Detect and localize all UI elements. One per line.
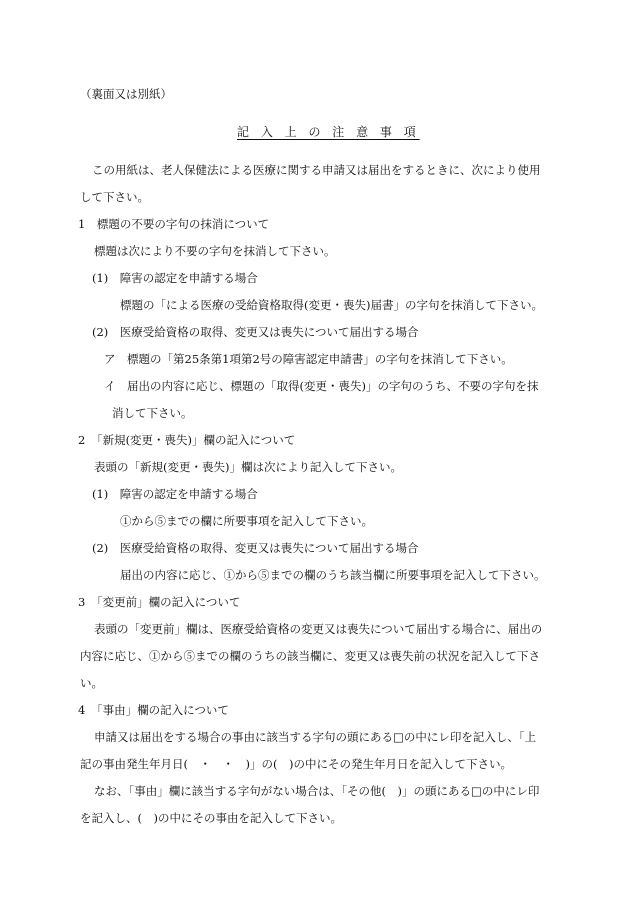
header-note: （裏面又は別紙） xyxy=(80,87,172,101)
section-2-lead: 表頭の「新規(変更・喪失)」欄は次により記入して下さい。 xyxy=(94,460,402,474)
section-3-line-3: い。 xyxy=(80,676,103,690)
section-2-sub-1-label: (1) 障害の認定を申請する場合 xyxy=(92,487,258,501)
section-2-sub-1-text: ①から⑤までの欄に所要事項を記入して下さい。 xyxy=(120,514,373,528)
section-3-line-2: 内容に応じ、①から⑤までの欄のうちの該当欄に、変更又は喪失前の状況を記入して下さ xyxy=(80,649,540,663)
section-2-sub-2-label: (2) 医療受給資格の取得、変更又は喪失について届出する場合 xyxy=(92,541,419,555)
section-2-sub-2-text: 届出の内容に応じ、①から⑤までの欄のうち該当欄に所要事項を記入して下さい。 xyxy=(120,568,546,582)
section-2-heading: 2 「新規(変更・喪失)」欄の記入について xyxy=(78,433,296,447)
section-4-p1-line-2: 記の事由発生年月日( ・ ・ )」の( )の中にその発生年月日を記入して下さい。 xyxy=(80,757,512,771)
section-1-sub-1-label: (1) 障害の認定を申請する場合 xyxy=(92,271,258,285)
intro-line-1: この用紙は、老人保健法による医療に関する申請又は届出をするときに、次により使用 xyxy=(92,163,541,177)
section-1-item-i-line-1: イ 届出の内容に応じ、標題の「取得(変更・喪失)」の字句のうち、不要の字句を抹 xyxy=(104,379,539,393)
section-4-p1-line-1: 申請又は届出をする場合の事由に該当する字句の頭にある□の中にレ印を記入し、「上 xyxy=(94,730,537,744)
section-1-item-i-line-2: 消して下さい。 xyxy=(112,406,193,420)
section-1-sub-2-label: (2) 医療受給資格の取得、変更又は喪失について届出する場合 xyxy=(92,325,419,339)
section-3-heading: 3 「変更前」欄の記入について xyxy=(78,595,241,609)
section-3-line-1: 表頭の「変更前」欄は、医療受給資格の変更又は喪失について届出する場合に、届出の xyxy=(94,622,543,636)
section-4-heading: 4 「事由」欄の記入について xyxy=(78,703,229,717)
intro-line-2: して下さい。 xyxy=(80,190,149,204)
section-1-item-a: ア 標題の「第25条第1項第2号の障害認定申請書」の字句を抹消して下さい。 xyxy=(104,352,513,366)
section-1-lead: 標題は次により不要の字句を抹消して下さい。 xyxy=(94,244,336,258)
page-title: 記 入 上 の 注 意 事 項 xyxy=(237,125,420,139)
section-1-sub-1-text: 標題の「による医療の受給資格取得(変更・喪失)届書」の字句を抹消して下さい。 xyxy=(120,298,543,312)
section-4-p2-line-1: なお、「事由」欄に該当する字句がない場合は、「その他( )」の頭にある□の中にレ印 xyxy=(94,784,540,798)
section-1-heading: 1 標題の不要の字句の抹消について xyxy=(78,217,270,231)
section-4-p2-line-2: を記入し、( )の中にその事由を記入して下さい。 xyxy=(80,811,342,825)
